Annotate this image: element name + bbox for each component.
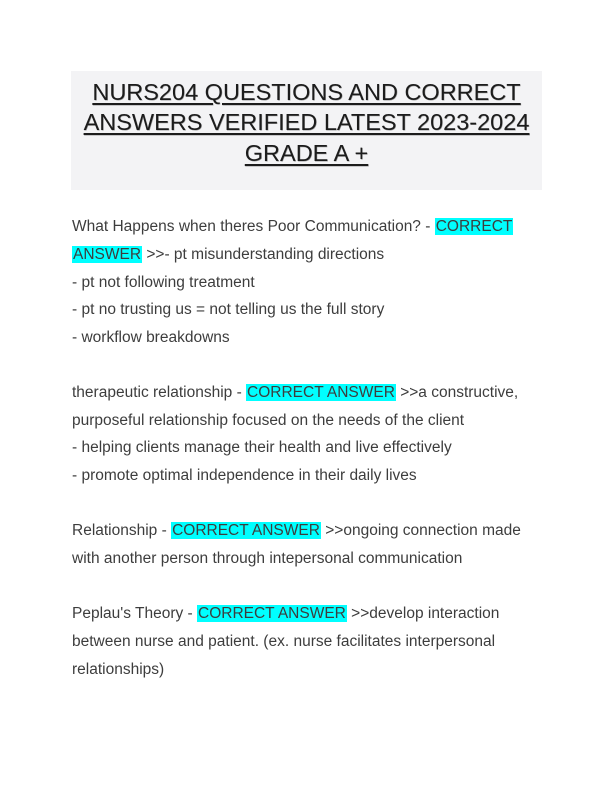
answer-text: >>ongoing connection made xyxy=(320,522,521,539)
correct-answer-label: CORRECT ANSWER xyxy=(172,522,320,539)
qa-question-line xyxy=(72,382,518,404)
qa-question-line xyxy=(72,603,499,625)
qa-question-line xyxy=(72,216,513,238)
answer-line: - promote optimal independence in their daily lives xyxy=(72,467,417,484)
document-title-line-1: NURS204 QUESTIONS AND CORRECT xyxy=(92,79,521,105)
question-text: What Happens when theres Poor Communication? - xyxy=(72,218,435,235)
answer-text: >>- pt misunderstanding directions xyxy=(142,246,385,263)
document-title-line-3: GRADE A + xyxy=(244,140,369,166)
answer-text: >>a constructive, xyxy=(395,384,519,401)
answer-line: relationships) xyxy=(72,661,165,678)
answer-line: - pt no trusting us = not telling us the full story xyxy=(72,301,385,318)
answer-line: - helping clients manage their health and live effectively xyxy=(72,439,452,456)
answer-line: - pt not following treatment xyxy=(72,274,255,291)
correct-answer-label: CORRECT xyxy=(435,218,513,235)
question-text: Peplau's Theory - xyxy=(72,605,198,622)
qa-question-line xyxy=(72,520,521,542)
answer-text: >>develop interaction xyxy=(346,605,500,622)
title-banner xyxy=(71,71,542,190)
correct-answer-label: ANSWER xyxy=(73,246,142,263)
correct-answer-label: CORRECT ANSWER xyxy=(247,384,395,401)
question-text: therapeutic relationship - xyxy=(72,384,247,401)
answer-line: purposeful relationship focused on the needs of the client xyxy=(72,412,465,429)
answer-line: between nurse and patient. (ex. nurse facilitates interpersonal xyxy=(72,633,496,650)
answer-line: - workflow breakdowns xyxy=(72,329,230,346)
document-title-line-2: ANSWERS VERIFIED LATEST 2023-2024 xyxy=(83,109,530,135)
answer-line: with another person through intepersonal communication xyxy=(72,550,463,567)
question-text: Relationship - xyxy=(72,522,172,539)
qa-answer-line xyxy=(72,244,384,266)
correct-answer-label: CORRECT ANSWER xyxy=(198,605,346,622)
